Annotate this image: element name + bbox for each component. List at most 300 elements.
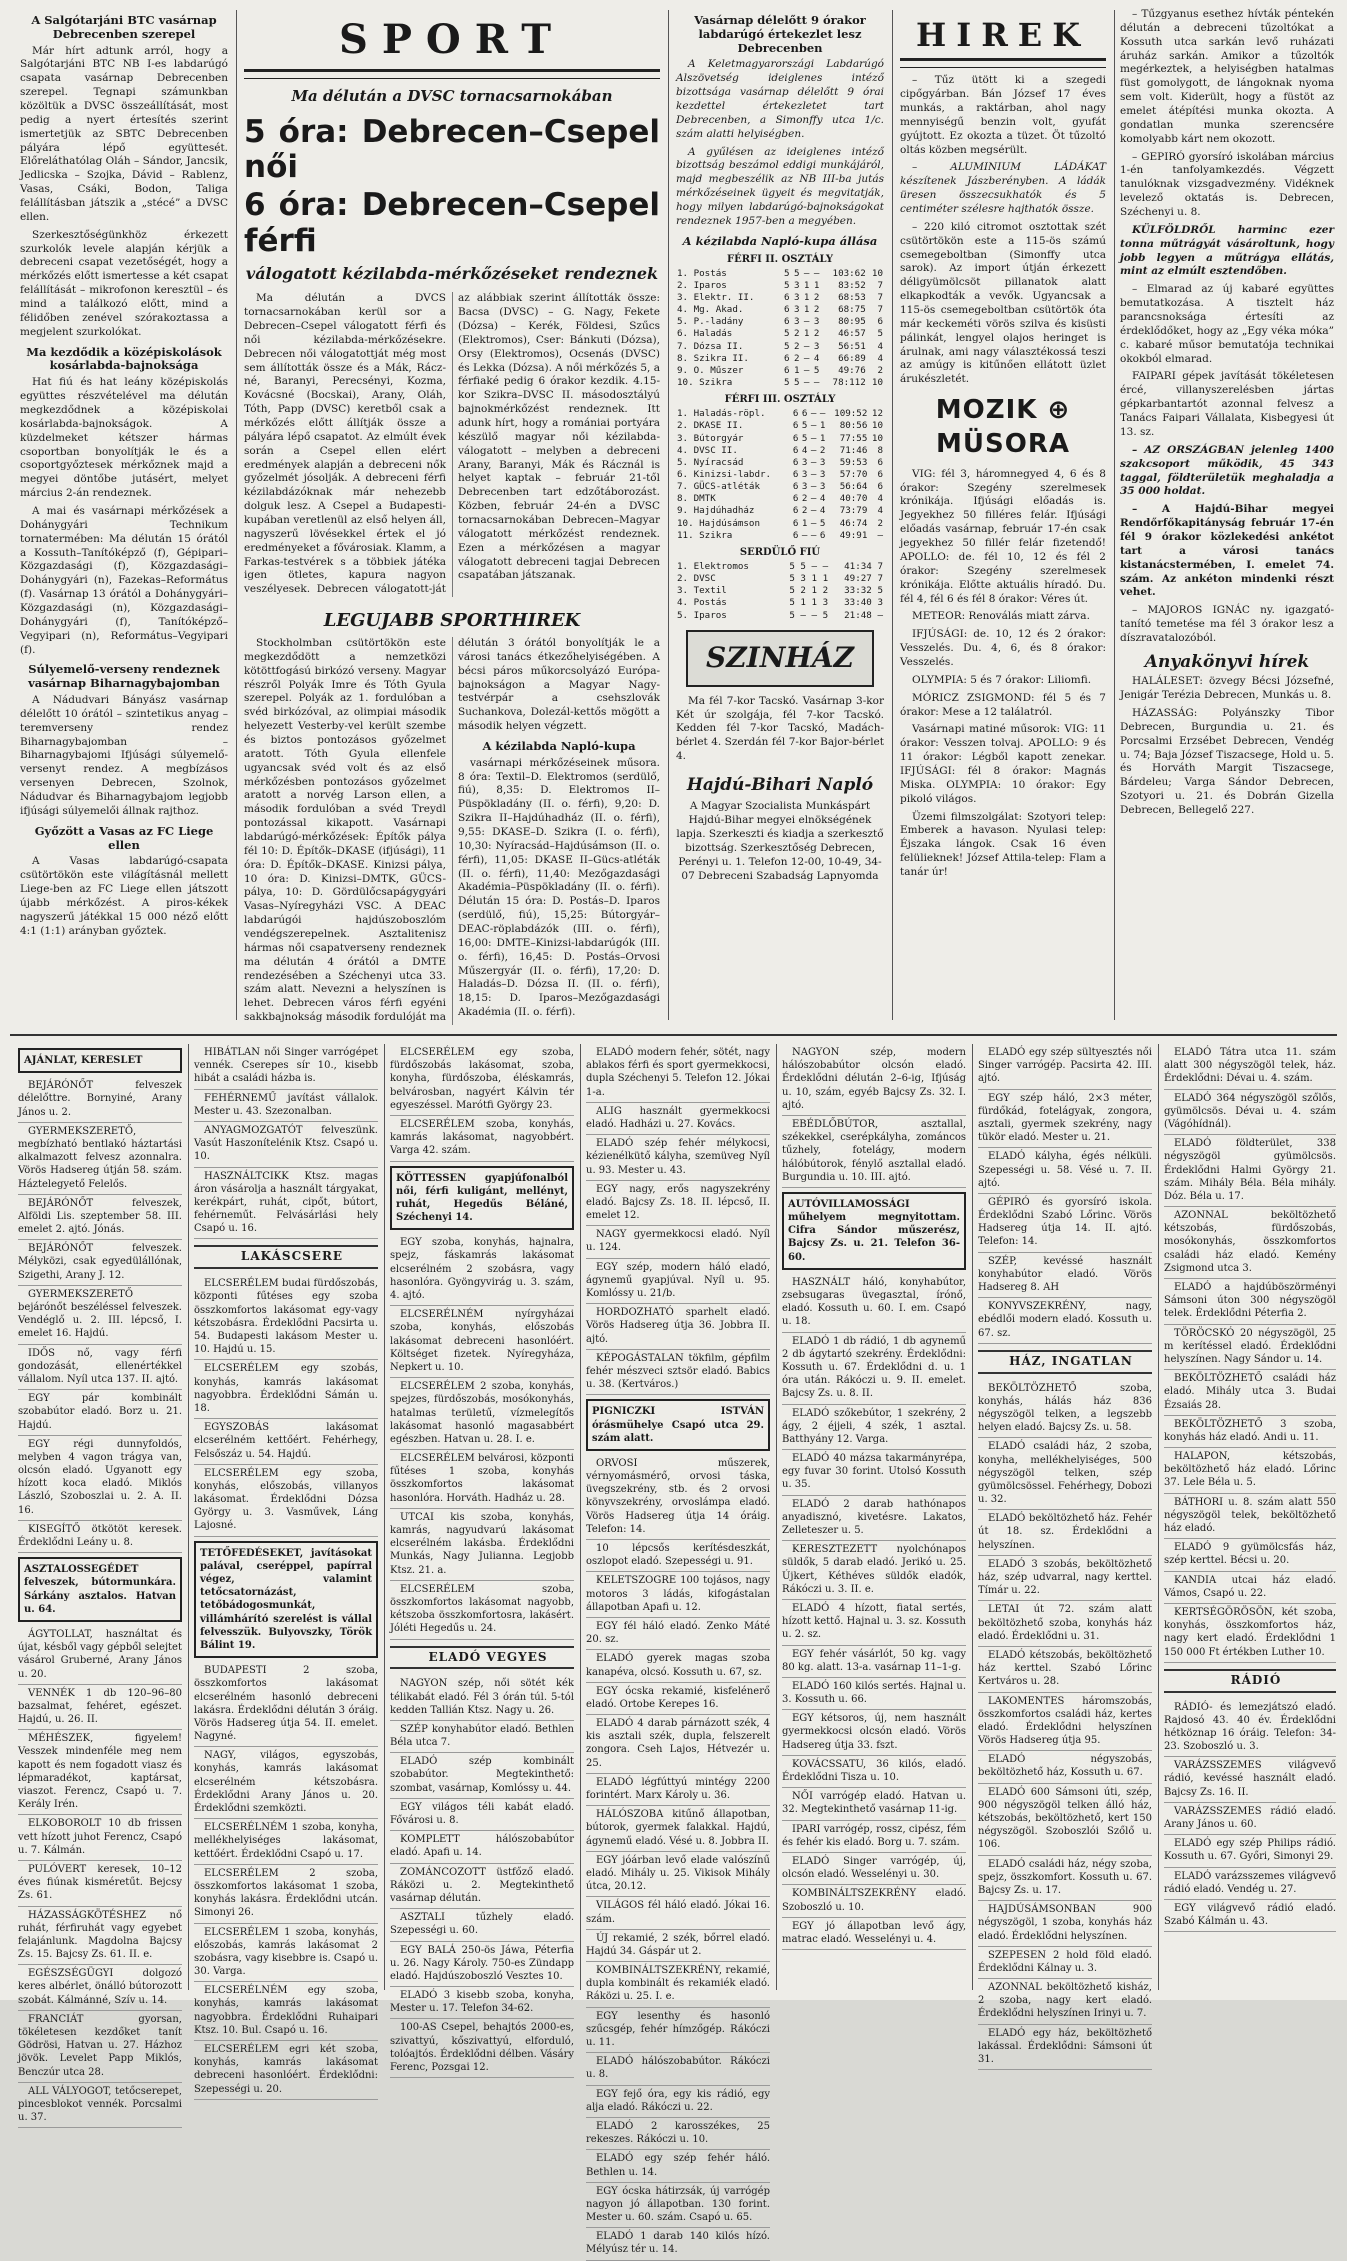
cinema-item: IFJÚSÁGI: de. 10, 12 és 2 órakor: Vesszelés. Du. 4, 6, és 8 órakor: Vesszelés. xyxy=(900,628,1106,668)
headline-kosarlabda: Ma kezdődik a középiskolások kosárlabda-bajnoksága xyxy=(26,344,222,373)
column-rule xyxy=(668,10,669,1020)
classified-ad: EGY szép háló, 2×3 méter, fürdőkád, fotelágyak, zongora, asztali, gyermek szekrény, nagy tükör eladó. Mester u. 21. xyxy=(978,1090,1152,1149)
table-cell: 59:53 xyxy=(839,456,868,468)
table-cell: – xyxy=(803,376,810,388)
table-cell: 2 xyxy=(801,493,808,505)
classified-ad: ELCSERÉLNÉM egy szoba, konyhás, kamrás lakásomat nagyobbra. Érdeklődni Ruhaipari Ktsz. 10. Bul. Csapó u. 16. xyxy=(194,1982,378,2041)
table-cell: 6 xyxy=(792,468,799,480)
classified-column xyxy=(978,1044,1152,2066)
column-rule xyxy=(1114,10,1115,1020)
table-cell: 2 xyxy=(793,340,800,352)
classified-ad: ELCSERÉLEM egy szoba, konyhás, előszobás, villanyos lakásomat. Érdeklődni Dózsa György u. 3. Vasművek, Láng Lajosné. xyxy=(194,1465,378,1537)
table-cell: 5 xyxy=(801,420,808,432)
table-cell: 56:64 xyxy=(839,481,868,493)
classified-ad: NŐI varrógép eladó. Hatvan u. 32. Megtekinthető vasárnap 11-ig. xyxy=(782,1788,966,1820)
classified-ad: HÁZASSÁGKÖTÉSHEZ nő ruhát, férfiruhát vagy egyebet felajánlunk. Magdolna Bajcsy Zs. 15. Bajcsy Zs. 61. II. e. xyxy=(18,1907,182,1966)
table-cell: 9. Hajdúhadház xyxy=(677,505,755,517)
table-cell: 5 xyxy=(789,585,795,597)
table-cell: 2 xyxy=(877,517,883,529)
table-cell: 6 xyxy=(792,456,799,468)
classified-column xyxy=(586,1044,770,2256)
table-cell: 6 xyxy=(792,529,799,541)
classified-ad: ELADÓ 40 mázsa takarmányrépa, egy fuvar 30 forint. Utolsó Kossuth u. 35. xyxy=(782,1450,966,1496)
classified-section-heading: HÁZ, INGATLAN xyxy=(978,1350,1152,1374)
classified-ad: ELCSERÉLEM egy szobás, konyhás, kamrás lakásomat nagyobbra. Érdeklődni Sámán u. 18. xyxy=(194,1360,378,1419)
classified-ad-boxed: KÖTTESSEN gyapjúfonalból női, férfi kuligánt, mellényt, ruhát, Hegedűs Béláné, Széchenyi 14. xyxy=(390,1166,574,1231)
column-sport-news-left xyxy=(20,8,228,1028)
classified-ad: ALIG használt gyermekkocsi eladó. Hadházi u. 27. Kovács. xyxy=(586,1103,770,1135)
classified-ad: 10 lépcsős kerítésdeszkát, oszlopot eladó. Szepességi u. 91. xyxy=(586,1540,770,1572)
classified-ad: EGY világvevő rádió eladó. Szabó Kálmán u. 43. xyxy=(1164,1900,1336,1932)
classified-ad: ELADÓ 4 darab párnázott szék, 4 kis asztali szék, dupla, felszerelt zongora. Cseh Lajos, Hétvezér u. 25. xyxy=(586,1715,770,1774)
classified-ad: ELADÓ 2 darab hathónapos anyadisznó, kivetésre. Lakatos, Zelleteszer u. 5. xyxy=(782,1496,966,1542)
classified-ad: ELCSERÉLEM szoba, összkomfortos lakásomat nagyobb, kétszoba összkomfortosra, lakásért. Jóléti Hegedűs u. 24. xyxy=(390,1581,574,1640)
table-cell: 3 xyxy=(819,468,826,480)
column-sport-main xyxy=(244,8,660,1028)
table-title: SERDÜLŐ FIÚ xyxy=(739,546,821,558)
article-text: A Nádudvari Bányász vasárnap délelőtt 10 órától – szintetikus anyag – teremverseny rendez Biharnagybajomban – Biharnagybajomi Ifjúsági súlyemelő-versenyt rendez. A megbízásos versenyen Debrecen, Szolnok, Nádudvar és Biharnagybajom legjobb ifjúsági súlyemelői állnak rajthoz. xyxy=(20,694,228,817)
classified-ad: ELCSERÉLEM 2 szoba, konyhás, spejzes, fürdőszobás, mosókonyhás, hatalmas területű, vízmelegítős lakásomat hasonló magasabbért egészben. Hatvan u. 28. I. e. xyxy=(390,1378,574,1450)
table-cell: 2 xyxy=(813,304,820,316)
classified-ad-boxed: PIGNICZKI ISTVÁN órásmühelye Csapó utca 29. szám alatt. xyxy=(586,1399,770,1451)
table-row xyxy=(676,585,884,597)
table-cell: – xyxy=(800,609,806,621)
mozik-musora-heading: MOZIK ⊕ MÜSORA xyxy=(935,395,1071,460)
news-item: – A Hajdú-Bihar megyei Rendőrfőkapitányság február 17-én fél 9 órakor közlekedési ankétot tart a városi tanács kistanácstermében, I. emelet 74. szám. Az ankéton mindenki részt vehet. xyxy=(1120,503,1334,599)
classified-ad: ELCSERÉLEM 2 szoba, összkomfortos lakásomat 1 szoba, konyhás lakásra. Érdeklődni utcán. Simonyi 26. xyxy=(194,1865,378,1924)
table-cell: 5 xyxy=(784,279,790,291)
table-cell: 6 xyxy=(792,432,799,444)
table-cell: 46:57 xyxy=(838,328,866,340)
classified-ad: EGY fehér vásárlót, 50 kg. vagy 80 kg. alatt. 13-a. vasárnap 11–1-g. xyxy=(782,1646,966,1678)
registry-item: HÁZASSÁG: Polyánszky Tibor Debrecen, Burgundia u. 21. és Porcsalmi Erzsébet Debrecen, Vendég u. 74; Baja József Tiszacsege, Hold u. 5. és Horváth Margit Tiszacsege, Bárdeleu; Varga Sándor Debrecen, Szotyori u. 21. és Dobrán Gizella Debrecen, Bellegelő 227. xyxy=(1120,706,1334,816)
classified-ad: ELADÓ 2 karosszékes, 25 rekeszes. Rákóczi u. 10. xyxy=(586,2118,770,2150)
classified-ad: EGY ócska rekamié, kisfelénerő eladó. Ortobe Kerepes 16. xyxy=(586,1683,770,1715)
standings-table-ferfi-2 xyxy=(676,268,884,389)
column-hirek-right xyxy=(1120,8,1334,1028)
table-cell: 2 xyxy=(793,352,800,364)
table-cell: 1 xyxy=(811,585,818,597)
news-item: FAIPARI gépek javítását tökéletesen ércé, villanyszerelésben jártas gépkarbantartót azonnal felvesz a Tanács Faipari Vállalata, Kisbegyesi út 13. sz. xyxy=(1120,370,1334,438)
table-cell: 6 xyxy=(877,468,883,480)
table-cell: 2 xyxy=(813,328,820,340)
classified-ad: NAGY gyermekkocsi eladó. Nyíl u. 124. xyxy=(586,1226,770,1258)
classified-ad: BEKÖLTÖZHETŐ 3 szoba, konyhás ház eladó. Andi u. 11. xyxy=(1164,1416,1336,1448)
cinema-item: Vasárnapi matiné műsorok: VIG: 11 órakor: Vesszen tolvaj. APOLLO: 9 és 11 órakor: Légből kapott zenekar. IFJÚSÁGI: fél 8 órakor: Magnás Miska. OLYMPIA: 10 órakor: Egy pikoló világos. xyxy=(900,723,1106,805)
table-cell: 109:52 xyxy=(834,408,868,420)
table-row xyxy=(676,328,884,340)
classified-ad: EGY régi dunnyfoldós, melyben 4 vagon trágya van, olcsón eladó. Ugyanott egy hízott koca eladó. Miklós László, Szoboszlai u. 2. A. II. 16. xyxy=(18,1436,182,1521)
table-cell: – xyxy=(810,432,817,444)
article-text: Ma fél 7-kor Tacskó. Vasárnap 3-kor Két úr szolgája, fél 7-kor Tacskó. Kedden fél 7-kor Tacskó, Madách-bérlet 4. Szerdán fél 7-kor Bajor-bérlet 4. xyxy=(676,694,884,763)
table-cell: 5. P.-ladány xyxy=(677,316,744,328)
classified-column xyxy=(782,1044,966,1990)
table-cell: 78:112 xyxy=(832,376,866,388)
table-cell: 3 xyxy=(793,279,800,291)
table-cell: – xyxy=(803,340,810,352)
classified-ad: EGY lesenthy és hasonló szűcsgép, fehér hímzőgép. Rákóczi u. 11. xyxy=(586,2008,770,2054)
table-cell: 3 xyxy=(801,481,808,493)
table-cell: – xyxy=(877,609,883,621)
table-cell: 10 xyxy=(871,267,883,279)
table-cell: 5 xyxy=(789,609,795,621)
table-cell: – xyxy=(813,376,820,388)
table-cell: 6 xyxy=(801,408,808,420)
table-cell: 1. Postás xyxy=(677,267,727,279)
news-item: – MAJOROS IGNÁC ny. igazgató-tanító temetése ma fél 3 órakor lesz a díszravatalozóból. xyxy=(1120,604,1334,644)
classified-ad: ELCSERÉLNÉM nyírgyházai szoba, konyhás, előszobás lakásomat debreceni hasonlóért. Költséget fizetek. Nyíregyháza, Nepkert u. 10. xyxy=(390,1306,574,1378)
classified-ad: EBÉDLŐBÚTOR, asztallal, székekkel, cserépkályha, zománcos tűzhely, fotelágy, modern hálóbútorok, fénylő asztallal eladó. Burgundia u. 10. III. ajtó. xyxy=(782,1116,966,1188)
table-row xyxy=(676,573,884,585)
table-cell: 1. Elektromos xyxy=(677,561,749,573)
table-cell: 4. Postás xyxy=(677,597,727,609)
table-cell: 2 xyxy=(801,505,808,517)
table-cell: – xyxy=(810,408,817,420)
table-cell: 8 xyxy=(877,444,883,456)
classified-ad: HIBÁTLAN női Singer varrógépet vennék. Cserepes sír 10., kisebb hibát a családi házba is. xyxy=(194,1044,378,1090)
news-item: – Tűzgyanus esethez hívták péntekén délután a debreceni tűzoltókat a Kossuth utca sarkán levő ruházati áruház sarkán. Amikor a tűzoltók megérkeztek, a helyiségben hatalmas füst gomolygott, de lángoknak nyoma sem volt. Kiderült, hogy a füstöt az emelet átépítési munka okozta. A gondatlan munka szerencsére komolyabb kárt nem okozott. xyxy=(1120,8,1334,145)
table-cell: 6 xyxy=(784,304,790,316)
table-cell: 6 xyxy=(792,493,799,505)
classified-ad: ELADÓ kétszobás, beköltözhető ház kerttel. Szabó Lőrinc Kertváros u. 28. xyxy=(978,1647,1152,1693)
szinhaz-logo: SZINHÁZ xyxy=(686,630,874,687)
cinema-item: VIG: fél 3, háromnegyed 4, 6 és 8 órakor: Szegény szerelmesek krónikája. Ifjúsági előadás is. Jegyekhez 50 filléres felár. Ifjúsági előadás vasárnap, február 17-én csak jegyekhez 50 fillér felár fizetendő! APOLLO: de. fél 10, 12 és fél 2 órakor: Szegény szerelmesek krónikája. Előtte aktuális híradó. Du. fél 4, fél 6 és fél 8 órakor: Véres út. xyxy=(900,467,1106,605)
table-cell: 57:70 xyxy=(839,468,868,480)
classified-ad: RÁDIÓ- és lemezjátszó eladó. Rajdosó 43. 40 év. Érdeklődni hétköznap 16 óráig. Telefon: 34-23. Szoboszló u. 3. xyxy=(1164,1699,1336,1758)
standings-table-ferfi-3 xyxy=(676,408,884,542)
table-cell: 33:40 xyxy=(844,597,872,609)
table-cell: 1 xyxy=(813,279,820,291)
table-cell: 21:48 xyxy=(844,609,872,621)
table-row xyxy=(676,280,884,292)
sport-masthead: SPORT xyxy=(338,16,566,63)
table-cell: 3. Elektr. II. xyxy=(677,291,755,303)
table-cell: 10 xyxy=(871,376,883,388)
classified-ad: ORVOSI műszerek, vérnyomásmérő, orvosi táska, üvegszekrény, stb. és 2 orvosi könyvszekrény, orvoslámpa eladó. Vörös Hadsereg útja 14 óráig. Telefon: 14. xyxy=(586,1455,770,1540)
article-text: Már hírt adtunk arról, hogy a Salgótarjáni BTC NB I-es labdarúgó csapata vasárnap Debrecenben szerepel. Tegnapi számunkban közöltük a DVSC összeállítását, most pedig a nyert értesítés szerint ismertetjük az SBTC Debrecenben pályára lépő együttesét. Előreláthatólag Oláh – Sándor, Jancsik, Jedlicska – Szojka, Dávid – Rablenz, Vasas, Csáki, Bodon, Taliga felállításban játszik a „stécé” a DVSC ellen. xyxy=(20,44,228,223)
table-cell: 4 xyxy=(877,340,883,352)
sport-big-headline-women: 5 óra: Debrecen–Csepel női xyxy=(244,113,660,186)
classified-ad: KOMBINÁLTSZEKRÉNY eladó. Szoboszló u. 10. xyxy=(782,1885,966,1917)
table-cell: – xyxy=(811,561,818,573)
classified-ad: VILÁGOS fél háló eladó. Jókai 16. szám. xyxy=(586,1897,770,1929)
cinema-item: MÓRICZ ZSIGMOND: fél 5 és 7 órakor: Mese a 12 találatról. xyxy=(900,691,1106,718)
classified-ad: UTCAI kis szoba, konyhás, kamrás, nagyudvarú lakásomat elcserélném lakásba. Érdeklődni Munkás, Nagy Julianna. Legjobb Ktsz. 21. a. xyxy=(390,1509,574,1581)
table-cell: – xyxy=(810,529,817,541)
classified-ad: ELCSERÉLEM 1 szoba, konyhás, előszobás, kamrás lakásomat 2 szobásra, vagy kisebbre is. Csapó u. 30. Varga. xyxy=(194,1924,378,1983)
table-cell: 3 xyxy=(819,481,826,493)
article-text: vasárnapi mérkőzéseinek műsora. 8 óra: Textil–D. Elektromos (serdülő, fiú), 8,35: D. Elektromos II–Püspökladány (II. o. férfi), 9,20: D. Szikra II–Hajdúhadház (II. o. férfi), 9,55: DKASE–D. Szikra (I. o. férfi), 10,30: Nyíracsád–Hajdúsámson (II. o. férfi), 11,05: DKASE II–Gücs-atléták (II. o. férfi), 11,40: Mezőgazdasági Akadémia–Püspökladány (II. o. férfi). Délután 15 óra: D. Postás–D. Iparos (serdülő, fiú), 15,25: Bútorgyár–DEAC-röplabdázók (III. o. férfi), 16,00: DMTE–Kinizsi-labdarúgók (III. o. férfi), 16,45: D. Postás–Orvosi Műszergyár (II. o. férfi), 17,20: D. Haladás–D. Dózsa II. (II. o. férfi), 18,15: D. Iparos–Mezőgazdasági Akadémia (II. o. férfi). xyxy=(458,756,660,1019)
table-cell: 83:52 xyxy=(838,279,866,291)
classified-ad: LAKOMENTES háromszobás, összkomfortos családi ház, kertes eladó. Érdeklődni helyszínen Vörös Hadsereg útja 95. xyxy=(978,1693,1152,1752)
cinema-item: OLYMPIA: 5 és 7 órakor: Liliomfi. xyxy=(912,673,1092,686)
table-cell: – xyxy=(801,529,808,541)
table-cell: 1 xyxy=(803,279,810,291)
cinema-item: Üzemi filmszolgálat: Szotyori telep: Emberek a havason. Nyulasi telep: Éjszaka lángok. Csak 16 éven felülieknek! József Attila-telep: Flam a tanár úr! xyxy=(900,810,1106,878)
column-rule xyxy=(892,10,893,1020)
table-cell: 3 xyxy=(819,456,826,468)
classified-ad: EGY BALÁ 250-ös Jáwa, Péterfia u. 26. Nagy Károly. 750-es Zündapp eladó. Hajdúszoboszló Vesztes 10. xyxy=(390,1942,574,1988)
table-row xyxy=(676,377,884,389)
table-cell: 6. Haladás xyxy=(677,328,733,340)
table-row xyxy=(676,268,884,280)
classified-ad: KELETSZOGRE 100 tojásos, nagy motoros 3 ládás, kifogástalan állapotban Apafi u. 12. xyxy=(586,1572,770,1618)
newspaper-name: Hajdú-Bihari Napló xyxy=(686,774,874,795)
classified-ad: EGYSZOBÁS lakásomat elcserélném kettőért. Fehérhegy, Felsőszáz u. 54. Hajdú. xyxy=(194,1419,378,1465)
table-cell: – xyxy=(810,481,817,493)
table-row xyxy=(676,353,884,365)
table-cell: 80:95 xyxy=(838,316,866,328)
classified-ad: SZÉP konyhabútor eladó. Bethlen Béla utca 7. xyxy=(390,1721,574,1753)
table-cell: 2 xyxy=(793,328,800,340)
column-rule xyxy=(776,1044,777,1990)
section-divider xyxy=(10,1034,1337,1036)
classified-ad: ELADÓ szép fehér mélykocsi, kézienélkütő kályha, szemüveg Nyíl u. 93. Mester u. 43. xyxy=(586,1135,770,1181)
table-cell: 7 xyxy=(877,304,883,316)
table-cell: 6 xyxy=(784,364,790,376)
table-cell: 5 xyxy=(784,340,790,352)
classified-ad: ELADÓ légfúttyú mintégy 2200 forintért. Marx Károly u. 36. xyxy=(586,1774,770,1806)
table-cell: 3 xyxy=(877,597,883,609)
masthead-underline xyxy=(244,69,660,79)
table-cell: 5 xyxy=(784,267,790,279)
classified-ad: ELADÓ a hajdúböszörményi Sámsoni úton 300 négyszögöl telek. Érdeklődni Péterfia 2. xyxy=(1164,1279,1336,1325)
table-cell: 11. Szikra xyxy=(677,529,733,541)
table-cell: – xyxy=(877,529,883,541)
table-cell: 1 xyxy=(822,573,829,585)
classified-column xyxy=(390,1044,574,2074)
table-cell: 1 xyxy=(811,597,818,609)
table-cell: 6 xyxy=(792,505,799,517)
classified-ad: KOMBINÁLTSZEKRÉNY, rekamié, dupla kombinált és rekamiék eladó. Ráközi u. 25. I. e. xyxy=(586,1962,770,2008)
table-cell: 41:34 xyxy=(844,561,872,573)
classified-ad: EGÉSZSÉGÜGYI dolgozó keres albérlet, önálló bútorozott szobát. Kálmánné, Szív u. 14. xyxy=(18,1965,182,2011)
table-row xyxy=(676,518,884,530)
table-cell: – xyxy=(810,493,817,505)
table-cell: 80:56 xyxy=(839,420,868,432)
table-cell: – xyxy=(803,316,810,328)
table-cell: 3. Textil xyxy=(677,585,727,597)
table-cell: 4 xyxy=(877,493,883,505)
classified-ad: GÉPIRÓ és gyorsíró iskola. Érdeklődni Szabó Lőrinc. Vörös Hadsereg útja 14. II. ajtó. Telefon: 14. xyxy=(978,1194,1152,1253)
table-cell: 33:32 xyxy=(844,585,872,597)
table-cell: 4. DVSC II. xyxy=(677,444,738,456)
table-cell: 6. Kinizsi-labdr. xyxy=(677,468,772,480)
table-cell: 3 xyxy=(800,573,806,585)
registry-item: HALÁLESET: özvegy Bécsi Józsefné, Jenigár Terézia Debrecen, Munkás u. 8. xyxy=(1120,675,1334,702)
sport-deck: válogatott kézilabda-mérkőzéseket rendeznek xyxy=(245,264,659,284)
table-cell: – xyxy=(813,267,820,279)
table-cell: 1 xyxy=(801,517,808,529)
table-cell: 6 xyxy=(784,316,790,328)
table-cell: 49:91 xyxy=(839,529,868,541)
table-cell: 1 xyxy=(811,573,818,585)
classified-ad-boxed: TETŐFEDÉSEKET, javításokat palával, cseréppel, papírral végez, valamint tetőcsatornázást, tetőbádogosmunkát, villámhárító szerelést is vállal felvesszük. Bulyovszky, Török Bálint 19. xyxy=(194,1541,378,1659)
table-row xyxy=(676,457,884,469)
table-cell: 10. Hajdúsámson xyxy=(677,517,760,529)
classified-ad: KOMPLETT hálószobabútor eladó. Apafi u. 14. xyxy=(390,1831,574,1863)
classified-ad: ELCSERÉLEM egy szoba, fürdőszobás lakásomat, szoba, konyha, fürdőszoba, éléskamrás, belvárosban, nagyért Kálvin tér egyeszéssel. Marótfi György 23. xyxy=(390,1044,574,1116)
table-cell: 73:79 xyxy=(839,505,868,517)
cinema-item: METEOR: Renoválás miatt zárva. xyxy=(912,610,1090,623)
classified-ad: SZÉP, kevéssé használt konyhabútor eladó. Vörös Hadsereg 8. AH xyxy=(978,1253,1152,1299)
table-cell: 1 xyxy=(793,364,800,376)
classified-ad: HORDOZHATÓ sparhelt eladó. Vörös Hadsereg útja 36. Jobbra II. ajtó. xyxy=(586,1304,770,1350)
table-cell: 1 xyxy=(803,291,810,303)
sport-body xyxy=(244,292,660,597)
table-cell: 3 xyxy=(801,456,808,468)
table-row xyxy=(676,610,884,622)
headline-labdarugo-ertekezlet: Vasárnap délelőtt 9 órakor labdarúgó értekezlet lesz Debrecenben xyxy=(694,13,866,55)
classified-ad: ANYAGMOZGATÓT felveszünk. Vasút Haszonítelénik Ktsz. Csapó u. 10. xyxy=(194,1122,378,1168)
classified-ad: HALAPON, kétszobás, beköltözhető ház eladó. Lőrinc 37. Lele Béla u. 5. xyxy=(1164,1448,1336,1494)
table-cell: 6 xyxy=(792,517,799,529)
table-cell: 5 xyxy=(819,517,826,529)
classified-ad: EGY szép, modern háló eladó, ágynemű gyapjúval. Nyíl u. 95. Komlóssy u. 21/b. xyxy=(586,1259,770,1305)
article-text: Ma délután a DVCS tornacsarnokában kerül sor a Debrecen–Csepel válogatott férfi és női kézilabda-mérkőzésekre. Debrecen női válogatottját még most sem állították össze és a Mák, Rácz-né, Baranyi, Perecsényi, Kozma, Kovácsné (Bocskai), Arany, Oláh, Tóth, Papp (DVSC) keretből csak a mérkőzés előtt állítják össze a pályára lépő csapatot. Az elmúlt évek során a Csepel ellen elért eredmények alapján a debreceni nők győzelmét jósolják. A debreceni férfi kézilabdázóknak már nehezebb dolguk lesz. A Csepel a Budapesti-kupában veretlenül az első helyen áll, nagyszerű lövésekkel értek el jó eredményeket a fővárosiak. Klamm, a Farkas-testvérek s a többiek játéka igen ötletes, kapura nagyon veszélyesek. Debrecen válogatott-ját az alábbiak szerint állították össze: Bacsa (DVSC) – G. Nagy, Fekete (Dózsa) – Kerék, Földesi, Szűcs (Elektromos), Cser: Bánkuti (Dózsa), Orsy (Elektromos), Ocsenás (DVSC) és Lekka (Dózsa). A női mérkőzés 5, a férfiaké pedig 6 órakor kezdik. 4.15-kor Szikra–DVSC II. másodosztályú bajnokmérkőzést rendeznek. Itt adunk hírt, hogy a romániai portyára készülő magyar női kézilabda-válogatott – melyben a debreceni Arany, Baranyi, Mák és Rácznál is helyet kaptak – február 21-től Debrecenben tart edzőtáborozást. Közben, február 24-én a DVSC tornacsarnokában Debrecen–Magyar válogatott mérkőzést rendeznek. Ezen a mérkőzésen a magyar válogatott debreceni tagjai Debrecen csapatában játszanak. xyxy=(244,292,660,596)
article-text: A Keletmagyarországi Labdarúgó Alszövetség ideiglenes intéző bizottsága vasárnap délelőtt 9 órai kezdettel értekezletet tart Debrecenben, a Simonffy utca 1/c. szám alatti helyiségben. xyxy=(676,58,884,140)
table-cell: – xyxy=(810,468,817,480)
classified-ad: ELADÓ hálószobabútor. Rákóczi u. 8. xyxy=(586,2053,770,2085)
classified-ad: KÉPOGÁSTALAN tökfilm, gépfilm fehér mészveci sztsör eladó. Babics u. 38. (Kertváros.) xyxy=(586,1350,770,1396)
table-cell: – xyxy=(822,561,829,573)
table-cell: – xyxy=(803,364,810,376)
table-row xyxy=(676,505,884,517)
column-hirek xyxy=(900,8,1106,1028)
headline-kupa-allasa: A kézilabda Napló-kupa állása xyxy=(682,233,878,248)
table-cell: – xyxy=(803,352,810,364)
column-football-tables xyxy=(676,8,884,1028)
classified-ad: IDŐS nő, vagy férfi gondozását, ellenértékkel vállalom. Nyíl utca 137. II. ajtó. xyxy=(18,1345,182,1391)
classified-ad: ELADÓ négyszobás, beköltözhető ház, Kossuth u. 67. xyxy=(978,1751,1152,1783)
table-row xyxy=(676,365,884,377)
classified-ad: ELKOBOROLT 10 db frissen vett hízott juhot Ferencz, Csapó u. 7. Kálmán. xyxy=(18,1815,182,1861)
classified-ad-boxed: ASZTALOSSEGÉDET felveszek, bútormunkára. Sárkány asztalos. Hatvan u. 64. xyxy=(18,1557,182,1622)
classified-ad: ELADÓ családi ház, négy szoba, spejz, összkomfort. Kossuth u. 67. Bajcsy Zs. u. 17. xyxy=(978,1856,1152,1902)
table-row xyxy=(676,292,884,304)
classified-ad: ELADÓ varázsszemes világvevő rádió eladó. Vendég u. 27. xyxy=(1164,1868,1336,1900)
classified-column xyxy=(18,1044,182,2124)
classified-ad: ELADÓ földterület, 338 négyszögöl gyümölcsös. Érdeklődni Halmi György 21. szám. Mihály Béla. Béla mihály. Dóz. Béla u. 17. xyxy=(1164,1135,1336,1207)
classified-ad-boxed: AJÁNLAT, KERESLET xyxy=(18,1048,182,1073)
table-cell: 4 xyxy=(877,505,883,517)
classified-ad: ALL VÁLYOGOT, tetőcserepet, pincesblokot vennék. Porcsalmi u. 37. xyxy=(18,2083,182,2129)
classified-ad: ELADÓ 160 kilós sertés. Hajnal u. 3. Kossuth u. 66. xyxy=(782,1678,966,1710)
table-cell: 4 xyxy=(819,505,826,517)
hirek-masthead: HIREK xyxy=(916,16,1090,54)
table-cell: 2. DKASE II. xyxy=(677,420,744,432)
table-cell: 5 xyxy=(793,267,800,279)
table-cell: 2. Iparos xyxy=(677,279,727,291)
classified-ad: ELADÓ beköltözhető ház. Fehér út 18. sz. Érdeklődni a helyszínen. xyxy=(978,1510,1152,1556)
classified-ad: KANDIA utcai ház eladó. Vámos, Csapó u. 22. xyxy=(1164,1572,1336,1604)
table-title: FÉRFI II. OSZTÁLY xyxy=(726,253,834,265)
classified-ad: EGY fejő óra, egy kis rádió, egy alja eladó. Rákóczi u. 22. xyxy=(586,2086,770,2118)
classified-ad: NAGYON szép, modern hálószobabútor olcsón eladó. Érdeklődni délután 2–6-ig, Ifjúság u. 10, szám, egyéb Bajcsy Zs. 32. I. ajtó. xyxy=(782,1044,966,1116)
table-row xyxy=(676,316,884,328)
classified-ad: AZONNAL beköltözhető kisház, 2 szoba, nagy kert eladó. Érdeklődni helyszínen Irinyi u. 7. xyxy=(978,1979,1152,2025)
table-cell: 3 xyxy=(813,316,820,328)
classified-ad: MÉHÉSZEK, figyelem! Vesszek mindenféle meg nem kapott és nem fogadott viasz és lépmaradékot, kaptársat, viaszot. Ferencz, Csapó u. 7. Kerály Irén. xyxy=(18,1730,182,1815)
classified-ad: EGY fél háló eladó. Zenko Máté 20. sz. xyxy=(586,1618,770,1650)
classified-ad: ELADÓ modern fehér, sötét, nagy ablakos férfi és sport gyermekkocsi, dupla Széchenyi 5. Telefon 12. Jókai 1-a. xyxy=(586,1044,770,1103)
classified-ad: LETAI út 72. szám alatt beköltözhető szoba, konyhás ház eladó. Érdeklődni u. 31. xyxy=(978,1601,1152,1647)
classified-ad: ELADÓ egy szép Philips rádió. Kossuth u. 67. Győri, Simonyi 29. xyxy=(1164,1835,1336,1867)
classified-ad: BEKÖLTÖZHETŐ családi ház eladó. Mihály utca 3. Budai Ézsaiás 28. xyxy=(1164,1370,1336,1416)
classified-ad: ELADÓ 9 gyümölcsfás ház, szép kerttel. Bécsi u. 20. xyxy=(1164,1539,1336,1571)
classified-ad: NAGY, világos, egyszobás, konyhás, kamrás lakásomat elcserélném kétszobásra. Érdeklődni Arany János u. 20. Érdeklődni szemközti. xyxy=(194,1747,378,1819)
table-cell: 7 xyxy=(877,573,883,585)
table-row xyxy=(676,445,884,457)
sport-big-headline-men: 6 óra: Debrecen–Csepel férfi xyxy=(244,186,660,259)
table-cell: 6 xyxy=(877,456,883,468)
headline-sbtc: A Salgótarjáni BTC vasárnap Debrecenben szerepel xyxy=(31,13,217,41)
classified-ad: TÖRÖCSKÓ 20 négyszögöl, 25 m kerítéssel eladó. Érdeklődni helyszínen. Nagy Sándor u. 14. xyxy=(1164,1325,1336,1371)
table-title: FÉRFI III. OSZTÁLY xyxy=(724,394,836,406)
classified-ad: AZONNAL beköltözhető kétszobás, fürdőszobás, mosókonyhás, összkomfortos családi ház eladó. Kemény Zsigmond utca 3. xyxy=(1164,1207,1336,1279)
classified-ad: ELADÓ egy ház, beköltözhető lakással. Érdeklődni: Sámsoni út 31. xyxy=(978,2025,1152,2071)
table-cell: 4 xyxy=(813,352,820,364)
classified-column xyxy=(1164,1044,1336,1990)
table-cell: 6 xyxy=(784,291,790,303)
table-cell: 6 xyxy=(877,481,883,493)
table-cell: 6 xyxy=(784,352,790,364)
table-cell: 5 xyxy=(801,432,808,444)
classified-section-heading: RÁDIÓ xyxy=(1164,1669,1336,1693)
classified-ad: BEJÁRÓNŐT felveszek délelőttre. Bornyiné, Arany János u. 2. xyxy=(18,1077,182,1123)
classified-ad: BEJÁRÓNŐT felveszek, Alföldi Lis. szeptember 58. III. emelet 2. ajtó. Jónás. xyxy=(18,1195,182,1241)
news-item: – ALUMINIUM LÁDÁKAT készítenek Jászberényben. A ládák üresen összecsukhatók és 5 centiméter szélesre hajthatók össze. xyxy=(900,161,1106,215)
news-item: – 220 kiló citromot osztottak szét csütörtökön este a 115-ös számú csemegeboltban (Simonffy utca sarok). Az import útján érkezett déligyümölcsöt pillanatok alatt elkapkodták a vevők. Ugyancsak a 115-ös csemegeboltban csütörtök óta már keckeméti vörös szilva és kisüsti pálinkát, lengyel olajos heringet is árulnak, ami nagy választékossá teszi az amúgy is kitűnően ellátott üzlet árukészletét. xyxy=(900,220,1106,386)
table-cell: 49:76 xyxy=(838,364,866,376)
classified-ad: ELADÓ 364 négyszögöl szőlős, gyümölcsös. Dévai u. 4. szám (Vágóhídnál). xyxy=(1164,1090,1336,1136)
table-cell: 10 xyxy=(871,420,883,432)
table-cell: 3 xyxy=(801,468,808,480)
table-cell: 5 xyxy=(784,376,790,388)
table-row xyxy=(676,420,884,432)
classified-ad: ELADÓ egy szép fehér háló. Bethlen u. 14. xyxy=(586,2150,770,2182)
table-cell: – xyxy=(803,267,810,279)
classified-ad: KISEGÍTŐ ötkötöt keresek. Érdeklődni Leány u. 8. xyxy=(18,1521,182,1553)
table-cell: 6 xyxy=(792,420,799,432)
classified-ad: HASZNÁLT háló, konyhabútor, zsebsugaras üvegasztal, írónő, eladó. Kossuth u. 60. I. em. Csapó u. 18. xyxy=(782,1274,966,1333)
table-cell: 7 xyxy=(877,291,883,303)
table-cell: 2. DVSC xyxy=(677,573,716,585)
table-cell: 1. Haladás-röpl. xyxy=(677,408,766,420)
classified-ad: BÁTHORI u. 8. szám alatt 550 négyszögöl telek, beköltözhető ház eladó. xyxy=(1164,1494,1336,1540)
classified-ad-boxed: AUTÓVILLAMOSSÁGI műhelyem megnyitottam. Cifra Sándor műszerész, Bajcsy Zs. u. 21. Telefon 36-60. xyxy=(782,1192,966,1270)
classified-ad: ELCSERÉLEM belvárosi, központi fűtéses 1 szoba, konyhás összkomfortos lakásomat hasonlóra. Horváth. Hadház u. 28. xyxy=(390,1450,574,1509)
table-cell: – xyxy=(811,609,818,621)
table-cell: 3 xyxy=(793,291,800,303)
classified-ad: ASZTALI tűzhely eladó. Szepességi u. 60. xyxy=(390,1909,574,1941)
classified-ad: ELCSERÉLEM egri két szoba, konyhás, kamrás lakásomat debreceni hasonlóért. Érdeklődni: Szepességi u. 20. xyxy=(194,2041,378,2100)
classified-ad: ELCSERÉLEM budai fürdőszobás, központi fűtéses egy szoba összkomfortos lakásomat egy-vagy kétszobásra. Érdeklődni Pacsirta u. 54. Budapesti lakásom Mester u. 10. Hajdú u. 15. xyxy=(194,1275,378,1360)
classified-ad: ELADÓ 3 kisebb szoba, konyha, Mester u. 17. Telefon 34-62. xyxy=(390,1987,574,2019)
table-row xyxy=(676,433,884,445)
classified-ad: IPARI varrógép, rossz, cipész, fém és fehér kis eladó. Borg u. 7. szám. xyxy=(782,1821,966,1853)
classified-ad: HÁLÓSZOBA kitűnő állapotban, bútorok, gyermek falakkal. Hajdú, ágynemű eladó. Vésé u. 8. Jobbra II. xyxy=(586,1806,770,1852)
column-rule xyxy=(384,1044,385,1990)
table-cell: – xyxy=(810,505,817,517)
classified-ad: ELADÓ gyerek magas szoba kanapéva, olcsó. Kossuth u. 67, sz. xyxy=(586,1650,770,1682)
classified-ad: EGY kétsoros, új, nem használt gyermekkocsi olcsón eladó. Vörös Hadsereg útja 33. fszt. xyxy=(782,1710,966,1756)
classified-ad: ELADÓ 1 db rádió, 1 db agynemű 2 db ágytartó szekrény. Érdeklődni: Kossuth u. 67. Érdeklődni d. u. 1 óra után. Rákóczi u. 9. II. emelet. Bajcsy Zs. u. 8. II. xyxy=(782,1333,966,1405)
anyakonyvi-hirek-heading: Anyakönyvi hírek xyxy=(1144,651,1310,672)
table-cell: 77:55 xyxy=(839,432,868,444)
column-rule xyxy=(188,1044,189,1990)
classified-ad: KONYVSZEKRÉNY, nagy, ebédlői modern eladó. Kossuth u. 67. sz. xyxy=(978,1298,1152,1344)
